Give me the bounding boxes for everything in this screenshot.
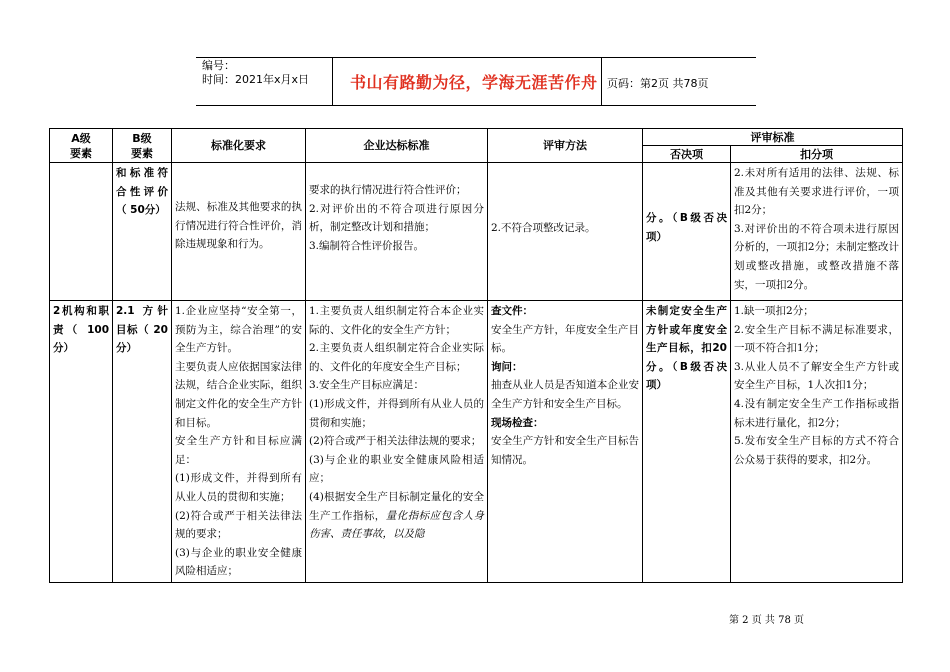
- header-divider: [601, 58, 602, 105]
- review-method-ask-title: 询问：: [491, 360, 523, 373]
- time-label: 时间：2021年x月x日: [202, 73, 310, 86]
- row1-standardization: 法规、标准及其他要求的执行情况进行符合性评价，消除违规现象和行为。: [172, 163, 306, 301]
- table-row: [50, 163, 903, 301]
- review-method-site-body: 安全生产方针和安全生产目标告知情况。: [491, 435, 639, 466]
- standards-table: [49, 128, 903, 583]
- review-method-ask-body: 抽查从业人员是否知道本企业安全生产方针和安全生产目标。: [491, 379, 639, 410]
- header-a-level: A级 要素: [50, 129, 113, 163]
- review-method-site-title: 现场检查：: [491, 416, 544, 429]
- header-motto: 书山有路勤为径，学海无涯苦作舟: [350, 73, 598, 92]
- row2-enterprise-standard: [306, 301, 488, 583]
- row2-b-level: 2.1 方针目标（ 20分）: [113, 301, 172, 583]
- row1-a-level: [50, 163, 113, 301]
- row2-review-method: [488, 301, 643, 583]
- number-label: 编号：: [202, 59, 235, 72]
- row2-a-level: 2机构和职责（ 100分）: [50, 301, 113, 583]
- row1-deduction: 2.未对所有适用的法律、法规、标准及其他有关要求进行评价，一项扣2分； 3.对评价出的不符合项未进行原因分析的，一项扣2分；未制定整改计划或整改措施，或整改措施不落实，一项扣2分。: [731, 163, 903, 301]
- row1-b-level: 和标准符合性评价（ 50分）: [113, 163, 172, 301]
- document-header: [196, 57, 756, 106]
- row2-standardization: 1.企业应坚持“安全第一，预防为主，综合治理”的安全生产方针。 主要负责人应依据国家法律法规，结合企业实际，组织制定文件化的安全生产方针和目标。 安全生产方针和目标应满足： (1)形成文件，并得到所有从业人员的贯彻和实施； (2)符合或严于相关法律法规的要求； (3)与企业的职业安全健康风险相适应；: [172, 301, 306, 583]
- row2-deduction: 1.缺一项扣2分； 2.安全生产目标不满足标准要求，一项不符合扣1分； 3.从业人员不了解安全生产方针或安全生产目标，1人次扣1分； 4.没有制定安全生产工作指标或指标未进行量化，扣2分； 5.发布安全生产目标的方式不符合公众易于获得的要求，扣2分。: [731, 301, 903, 583]
- row2-enterprise-standard-text: 1.主要负责人组织制定符合本企业实际的、文件化的安全生产方针； 2.主要负责人组织制定符合企业实际的、文件化的年度安全生产目标； 3.安全生产目标应满足： (1)形成文件，并得到所有从业人员的贯彻和实施； (2)符合或严于相关法律法规的要求； (3)与企业的职业安全健康风险相适应； (4)根据安全生产目标制定量化的安全生产工作指标，: [309, 305, 484, 522]
- header-standardization: 标准化要求: [172, 129, 306, 163]
- header-review-method: 评审方法: [488, 129, 643, 163]
- header-deduction: 扣分项: [731, 146, 903, 163]
- review-method-docs-body: 安全生产方针，年度安全生产目标。: [491, 323, 639, 355]
- header-b-level: B级 要素: [113, 129, 172, 163]
- review-method-docs-title: 查文件：: [491, 305, 533, 317]
- row2-enterprise-standard-italic: 量化指标应包含人身伤害、责任事故，以及隐: [309, 509, 485, 541]
- row1-review-method: 2.不符合项整改记录。: [488, 163, 643, 301]
- header-page-info: 页码：第2页 共78页: [607, 77, 709, 90]
- header-veto: 否决项: [643, 146, 731, 163]
- table-row: [50, 301, 903, 583]
- header-enterprise-standard: 企业达标标准: [306, 129, 488, 163]
- row2-veto: 未制定安全生产方针或年度安全生产目标，扣20分。（B级否决项）: [643, 301, 731, 583]
- row1-enterprise-standard: 要求的执行情况进行符合性评价； 2.对评价出的不符合项进行原因分析，制定整改计划和措施； 3.编制符合性评价报告。: [306, 163, 488, 301]
- header-review-criteria: 评审标准: [643, 129, 903, 146]
- row1-veto: 分。（B级否决项）: [643, 163, 731, 301]
- page-footer: 第 2 页 共 78 页: [729, 615, 804, 626]
- header-meta: [196, 58, 332, 105]
